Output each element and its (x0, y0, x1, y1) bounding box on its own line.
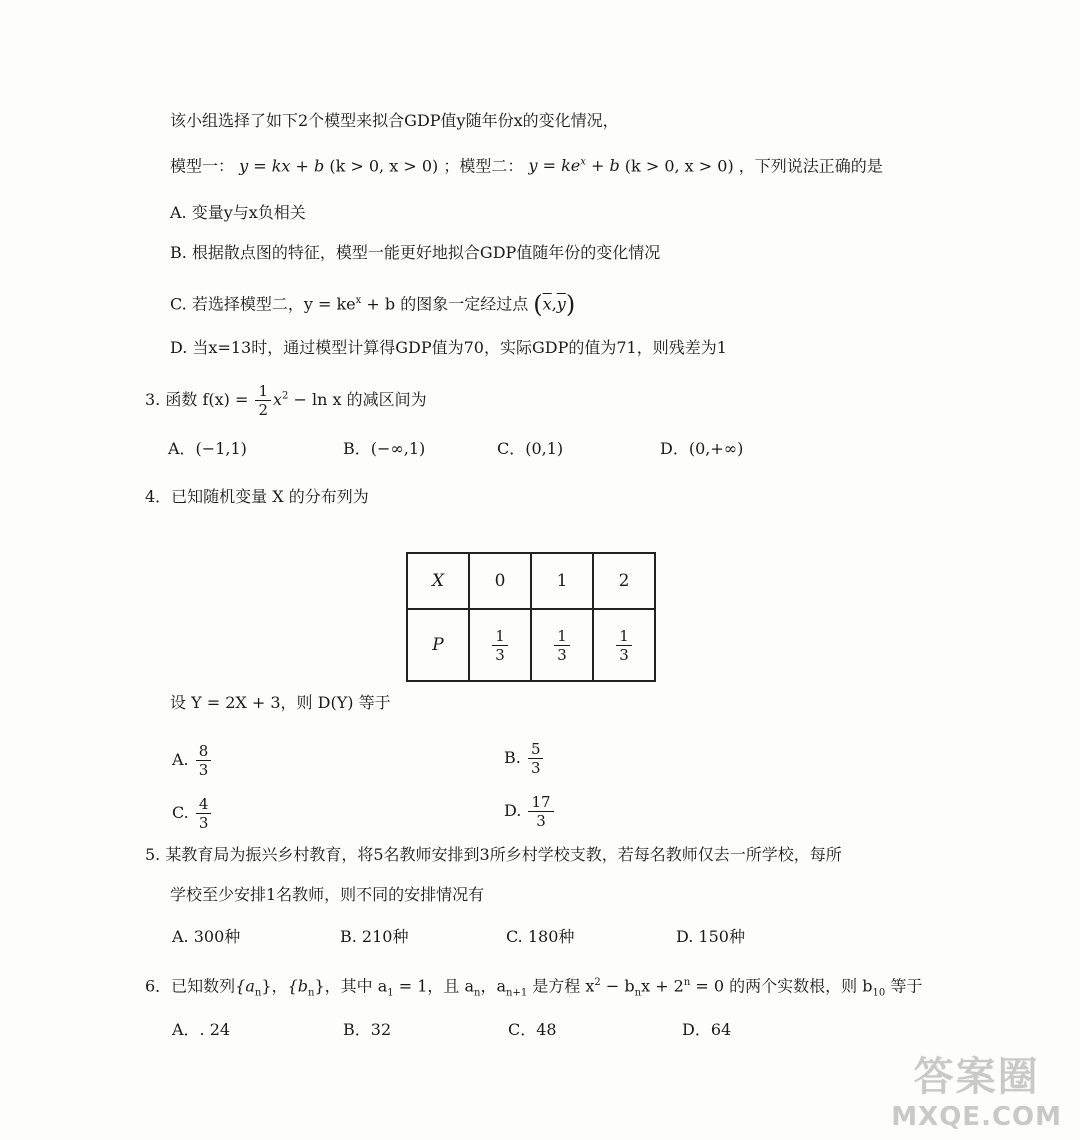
q6-option-d: D．64 (682, 1020, 732, 1039)
model1-formula: y = kx + b (239, 156, 325, 176)
q5-option-d: D. 150种 (676, 927, 745, 946)
q6-stem: 6．已知数列$\{a_n\}$，$\{b_n\}$，其中 $a_1 = 1$，且 $a_n$，$a_{n+1}$ 是方程 $x^2 - b_nx + 2^n = 0$ 的两个实数根，则 $b_{10}$ 等于 (145, 976, 923, 999)
model2-condition: (k > 0, x > 0) (624, 156, 734, 176)
q6-option-c: C．48 (508, 1020, 557, 1039)
q6-option-a: A．. 24 (172, 1020, 231, 1039)
q4-ask: 设 Y = 2X + 3，则 D(Y) 等于 (170, 693, 391, 712)
table-header-x: X (407, 553, 469, 609)
q3-option-a: A．(−1,1) (168, 439, 247, 458)
q3-option-d: D．(0,+∞) (660, 439, 744, 458)
model1-label: 模型一： (170, 156, 235, 176)
q3-fraction: $\frac{1}{2}$ (255, 382, 271, 419)
q3-option-c: C．(0,1) (497, 439, 564, 458)
table-prob-2: $\frac{1}{3}$ (593, 609, 655, 681)
q5-option-a: A. 300种 (172, 927, 241, 946)
table-header-p: P (407, 609, 469, 681)
watermark-logo: 答案圈 (913, 1054, 1040, 1100)
table-prob-0: $\frac{1}{3}$ (469, 609, 531, 681)
q2-option-c: C. 若选择模型二，$y = ke^x + b$ 的图象一定经过点 $(\overline{x},\overline{y})$ (170, 290, 576, 319)
watermark-url: MXQE.COM (891, 1102, 1062, 1132)
q5-line2: 学校至少安排1名教师，则不同的安排情况有 (170, 885, 485, 904)
distribution-table (406, 552, 656, 682)
q3-stem: 3. 函数 f(x) = $\frac{1}{2}$ $x^2 - \ln x$ 的减区间为 (145, 382, 427, 419)
table-prob-1: $\frac{1}{3}$ (531, 609, 593, 681)
q5-line1: 5. 某教育局为振兴乡村教育，将5名教师安排到3所乡村学校支教，若每名教师仅去一所学校，每所 (145, 845, 842, 864)
q2-option-a: A. 变量y与x负相关 (170, 203, 306, 222)
intro-text: 该小组选择了如下2个模型来拟合GDP值y随年份x的变化情况， (170, 111, 619, 130)
q2-option-d: D. 当x=13时，通过模型计算得GDP值为70，实际GDP的值为71，则残差为1 (170, 338, 727, 357)
model1-condition: (k > 0, x > 0) (329, 156, 439, 176)
q4-stem: 4．已知随机变量 X 的分布列为 (145, 487, 369, 506)
models-tail: ，下列说法正确的是 (738, 156, 883, 176)
q5-option-b: B. 210种 (340, 927, 409, 946)
table-value-1: 1 (531, 553, 593, 609)
q6-option-b: B．32 (343, 1020, 392, 1039)
q2-option-b: B. 根据散点图的特征，模型一能更好地拟合GDP值随年份的变化情况 (170, 243, 661, 262)
table-value-2: 2 (593, 553, 655, 609)
q4-option-b: B. $\frac{5}{3}$ (504, 740, 545, 777)
models-line (170, 150, 883, 179)
q3-option-b: B．(−∞,1) (343, 439, 426, 458)
table-value-0: 0 (469, 553, 531, 609)
q4-option-a: A. $\frac{8}{3}$ (172, 742, 213, 779)
model2-formula: $y = ke^x + b$ (528, 156, 620, 176)
q5-option-c: C. 180种 (506, 927, 575, 946)
q4-option-d: D. $\frac{17}{3}$ (504, 793, 556, 830)
watermark (891, 1045, 1062, 1132)
q4-option-c: C. $\frac{4}{3}$ (172, 795, 213, 832)
model2-label: ；模型二： (443, 156, 524, 176)
